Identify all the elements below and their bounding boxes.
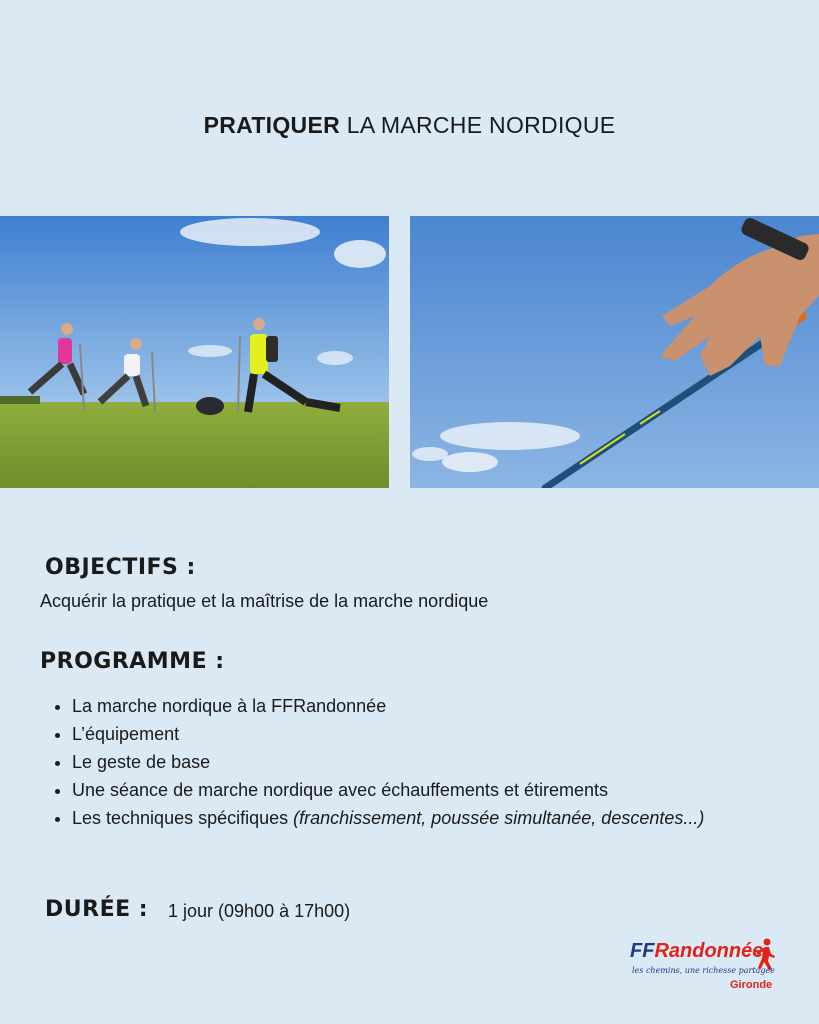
duree-heading: DURÉE :: [45, 897, 149, 922]
title-bold: PRATIQUER: [203, 112, 341, 138]
photo-nordic-walkers-stretching: [0, 216, 389, 488]
list-item-text: Les techniques spécifiques: [72, 808, 294, 828]
page-title: [0, 112, 819, 139]
programme-heading: PROGRAMME :: [40, 649, 225, 674]
list-item: [72, 804, 812, 832]
objectifs-heading: OBJECTIFS :: [45, 555, 196, 580]
duree-text: 1 jour (09h00 à 17h00): [168, 901, 351, 921]
list-item-text: La marche nordique à la FFRandonnée: [72, 696, 387, 716]
list-item-text: L’équipement: [72, 724, 180, 744]
list-item-italic: (franchissement, poussée simultanée, descentes...): [293, 808, 705, 828]
logo-tagline: les chemins, une richesse partagée: [632, 966, 775, 975]
list-item: [72, 692, 812, 720]
logo-region: Gironde: [730, 979, 773, 991]
list-item-text: Le geste de base: [72, 752, 211, 772]
list-item: [72, 776, 812, 804]
list-item-text: Une séance de marche nordique avec échauffements et étirements: [72, 780, 608, 800]
ffrandonnee-logo: [628, 938, 788, 998]
programme-list: [40, 692, 812, 832]
list-item: [72, 748, 812, 776]
logo-wordmark: [630, 940, 763, 963]
list-item: [72, 720, 812, 748]
title-rest: LA MARCHE NORDIQUE: [346, 112, 616, 138]
logo-randonnee: Randonnée: [654, 940, 764, 962]
objectifs-text: Acquérir la pratique et la maîtrise de la marche nordique: [40, 591, 489, 611]
photo-hand-holding-pole: [410, 216, 819, 488]
logo-ff: FF: [630, 940, 655, 962]
